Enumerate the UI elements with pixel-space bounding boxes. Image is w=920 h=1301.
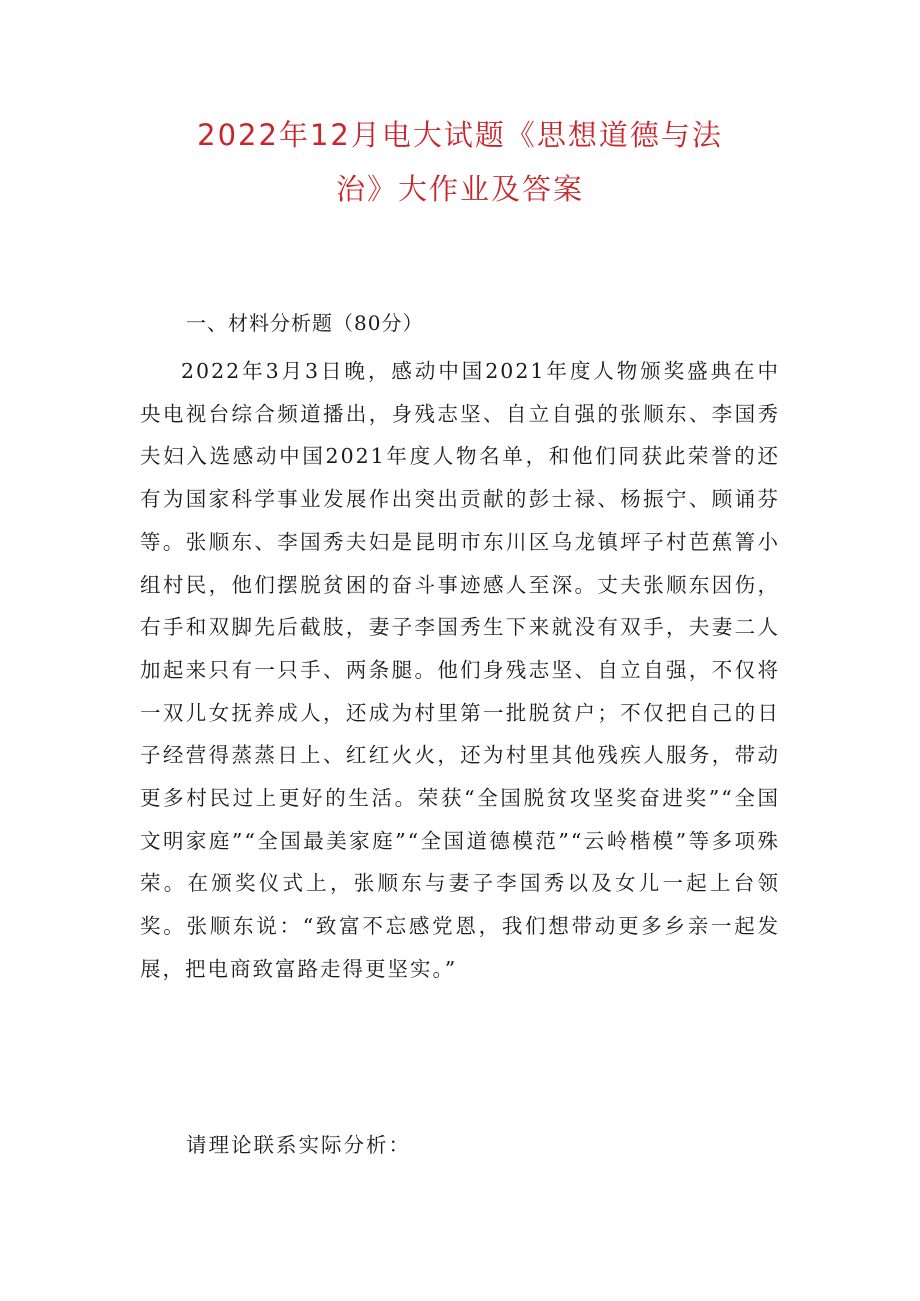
document-title: [140, 108, 780, 216]
title-line-1: 2022年12月电大试题《思想道德与法: [197, 118, 723, 152]
section-heading: 一、材料分析题（80分）: [186, 311, 424, 335]
material-paragraph: 2022年3月3日晚，感动中国2021年度人物颁奖盛典在中央电视台综合频道播出，身残志坚、自立自强的张顺东、李国秀夫妇入选感动中国2021年度人物名单，和他们同获此荣誉的还有为国家科学事业发展作出突出贡献的彭士禄、杨振宁、顾诵芬等。张顺东、李国秀夫妇是昆明市东川区乌龙镇坪子村芭蕉箐小组村民，他们摆脱贫困的奋斗事迹感人至深。丈夫张顺东因伤，右手和双脚先后截肢，妻子李国秀生下来就没有双手，夫妻二人加起来只有一只手、两条腿。他们身残志坚、自立自强，不仅将一双儿女抚养成人，还成为村里第一批脱贫户；不仅把自己的日子经营得蒸蒸日上、红红火火，还为村里其他残疾人服务，带动更多村民过上更好的生活。荣获“全国脱贫攻坚奖奋进奖”“全国文明家庭”“全国最美家庭”“全国道德模范”“云岭楷模”等多项殊荣。在颁奖仪式上，张顺东与妻子李国秀以及女儿一起上台领奖。张顺东说：“致富不忘感党恩，我们想带动更多乡亲一起发展，把电商致富路走得更坚实。”: [140, 359, 780, 981]
title-line-2: 治》大作业及答案: [335, 172, 584, 206]
question-prompt: 请理论联系实际分析：: [186, 1133, 411, 1157]
